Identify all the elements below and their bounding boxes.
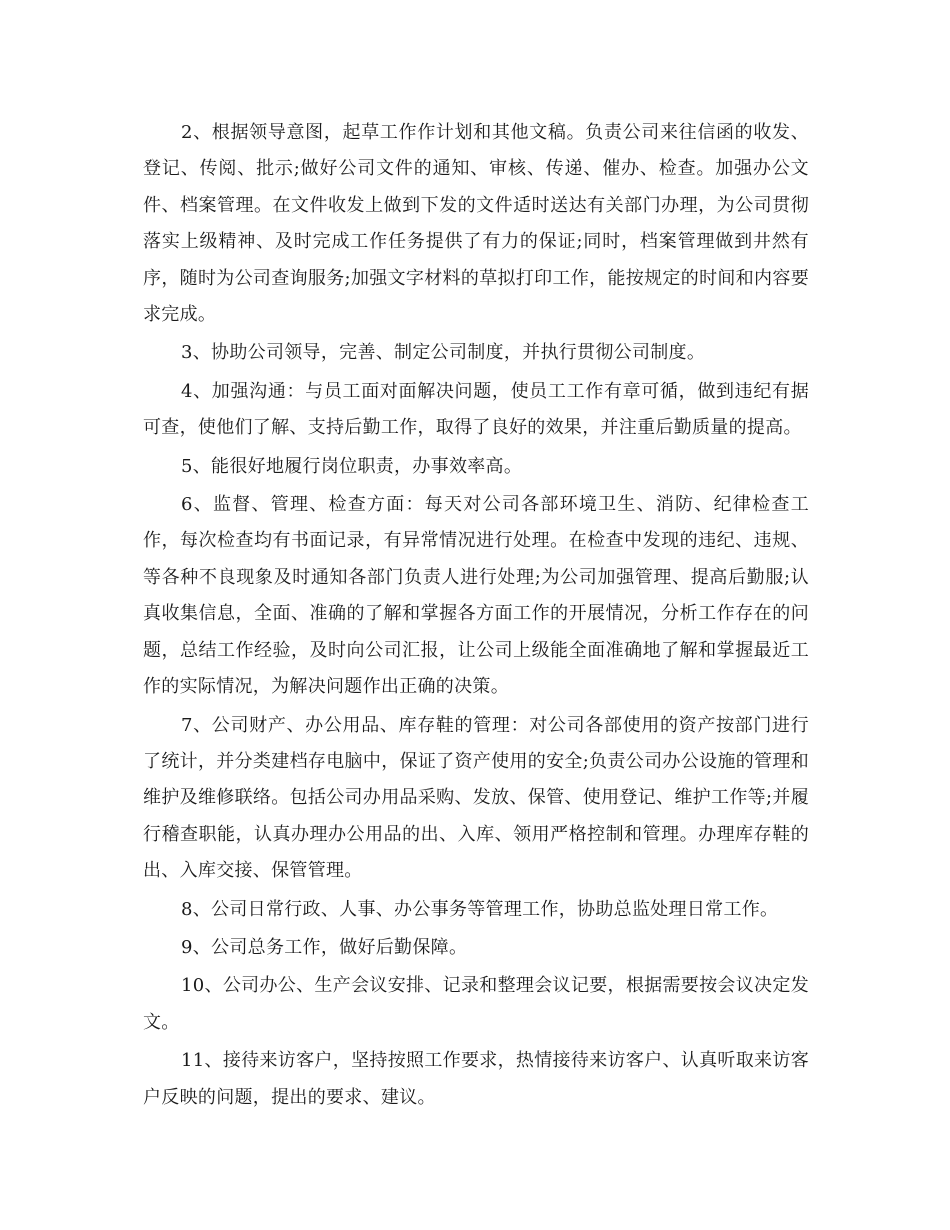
paragraph-item-9: 9、公司总务工作，做好后勤保障。 (181, 936, 468, 958)
paragraph-item-6: 6、监督、管理、检查方面：每天对公司各部环境卫生、消防、纪律检查工作，每次检查均有书面记录，有异常情况进行处理。在检查中发现的违纪、违规、等各种不良现象及时通知各部门负责人进行处理;为公司加强管理、提高后勤服;认真收集信息，全面、准确的了解和掌握各方面工作的开展情况，分析工作存在的问题，总结工作经验，及时向公司汇报，让公司上级能全面准确地了解和掌握最近工作的实际情况，为解决问题作出正确的决策。 (143, 494, 809, 698)
paragraph-item-8: 8、公司日常行政、人事、办公事务等管理工作，协助总监处理日常工作。 (181, 898, 779, 920)
paragraph-item-2: 2、根据领导意图，起草工作作计划和其他文稿。负责公司来往信函的收发、登记、传阅、批示;做好公司文件的通知、审核、传递、催办、检查。加强办公文件、档案管理。在文件收发上做到下发的文件适时送达有关部门办理，为公司贯彻落实上级精神、及时完成工作任务提供了有力的保证;同时，档案管理做到井然有序，随时为公司查询服务;加强文字材料的草拟打印工作，能按规定的时间和内容要求完成。 (143, 122, 809, 326)
paragraph-item-11: 11、接待来访客户，坚持按照工作要求，热情接待来访客户、认真听取来访客户反映的问题，提出的要求、建议。 (143, 1050, 809, 1108)
paragraph-item-7: 7、公司财产、办公用品、库存鞋的管理：对公司各部使用的资产按部门进行了统计，并分类建档存电脑中，保证了资产使用的安全;负责公司办公设施的管理和维护及维修联络。包括公司办用品采购、发放、保管、使用登记、维护工作等;并履行稽查职能，认真办理办公用品的出、入库、领用严格控制和管理。办理库存鞋的出、入库交接、保管管理。 (143, 714, 809, 882)
document-body (143, 115, 809, 1118)
paragraph-item-4: 4、加强沟通：与员工面对面解决问题，使员工工作有章可循，做到违纪有据可查，使他们了解、支持后勤工作，取得了良好的效果，并注重后勤质量的提高。 (143, 380, 809, 439)
paragraph-item-5: 5、能很好地履行岗位职责，办事效率高。 (181, 455, 523, 477)
paragraph-item-10: 10、公司办公、生产会议安排、记录和整理会议记要，根据需要按会议决定发文。 (143, 975, 809, 1033)
paragraph-item-3: 3、协助公司领导，完善、制定公司制度，并执行贯彻公司制度。 (181, 342, 706, 364)
